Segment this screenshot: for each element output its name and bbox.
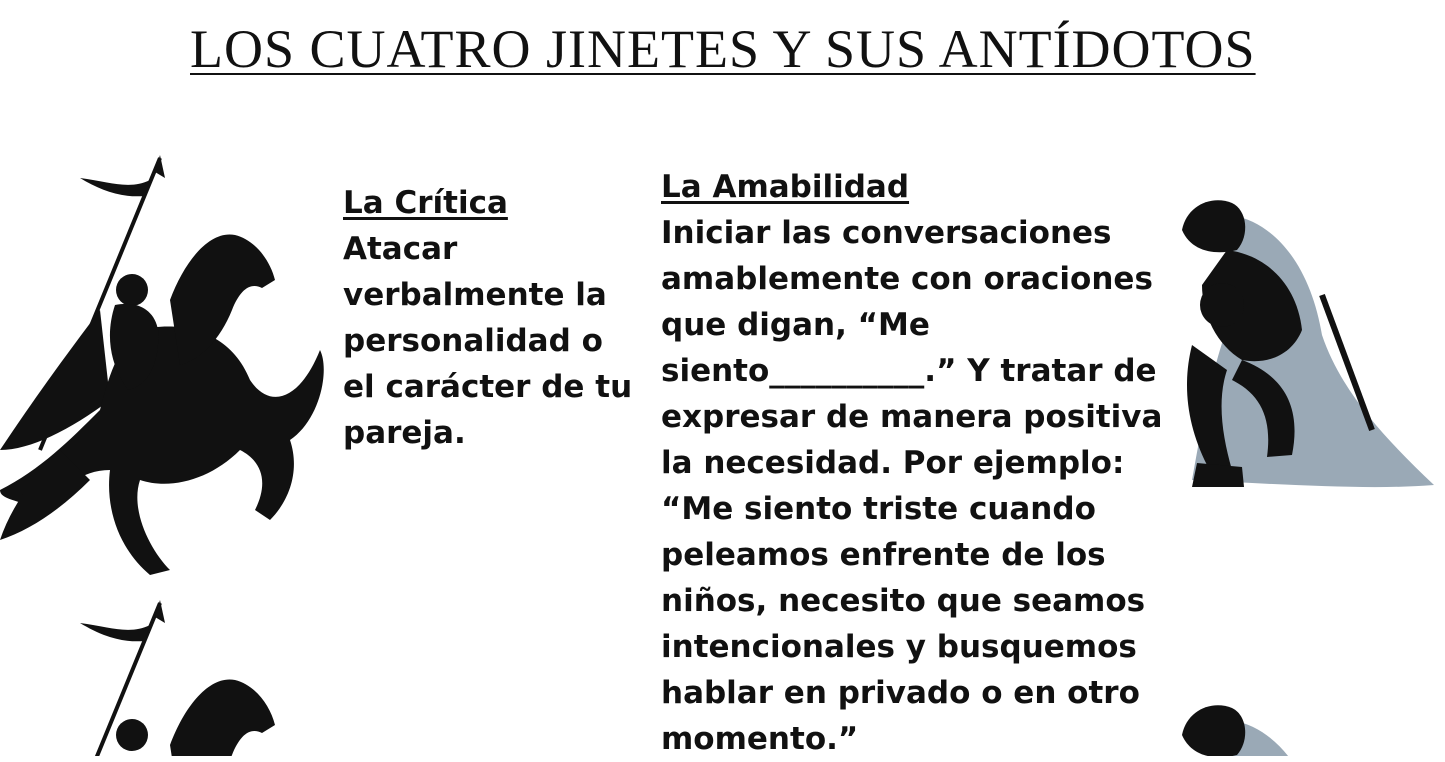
horseback-knight-icon [0, 595, 330, 760]
kindness-description: Iniciar las conversaciones amablemente con oraciones que digan, “Me siento__________.” Y tratar de expresar de manera positiva la necesidad. Por ejemplo: “Me siento triste cuando peleamos enfrente de los niños, necesito que seamos intencionales y busquemos hablar en privado o en otro momento.” [661, 215, 1163, 757]
criticism-section [343, 180, 633, 456]
horseback-knight-icon [0, 150, 330, 594]
page-title: LOS CUATRO JINETES Y SUS ANTÍDOTOS [190, 19, 1256, 79]
criticism-description: Atacar verbalmente la personalidad o el carácter de tu pareja. [343, 231, 633, 451]
kneeling-knight-icon [1172, 700, 1437, 760]
kindness-section [661, 164, 1181, 762]
criticism-heading: La Crítica [343, 185, 508, 221]
kindness-heading: La Amabilidad [661, 169, 910, 205]
kneeling-knight-icon [1172, 195, 1437, 499]
